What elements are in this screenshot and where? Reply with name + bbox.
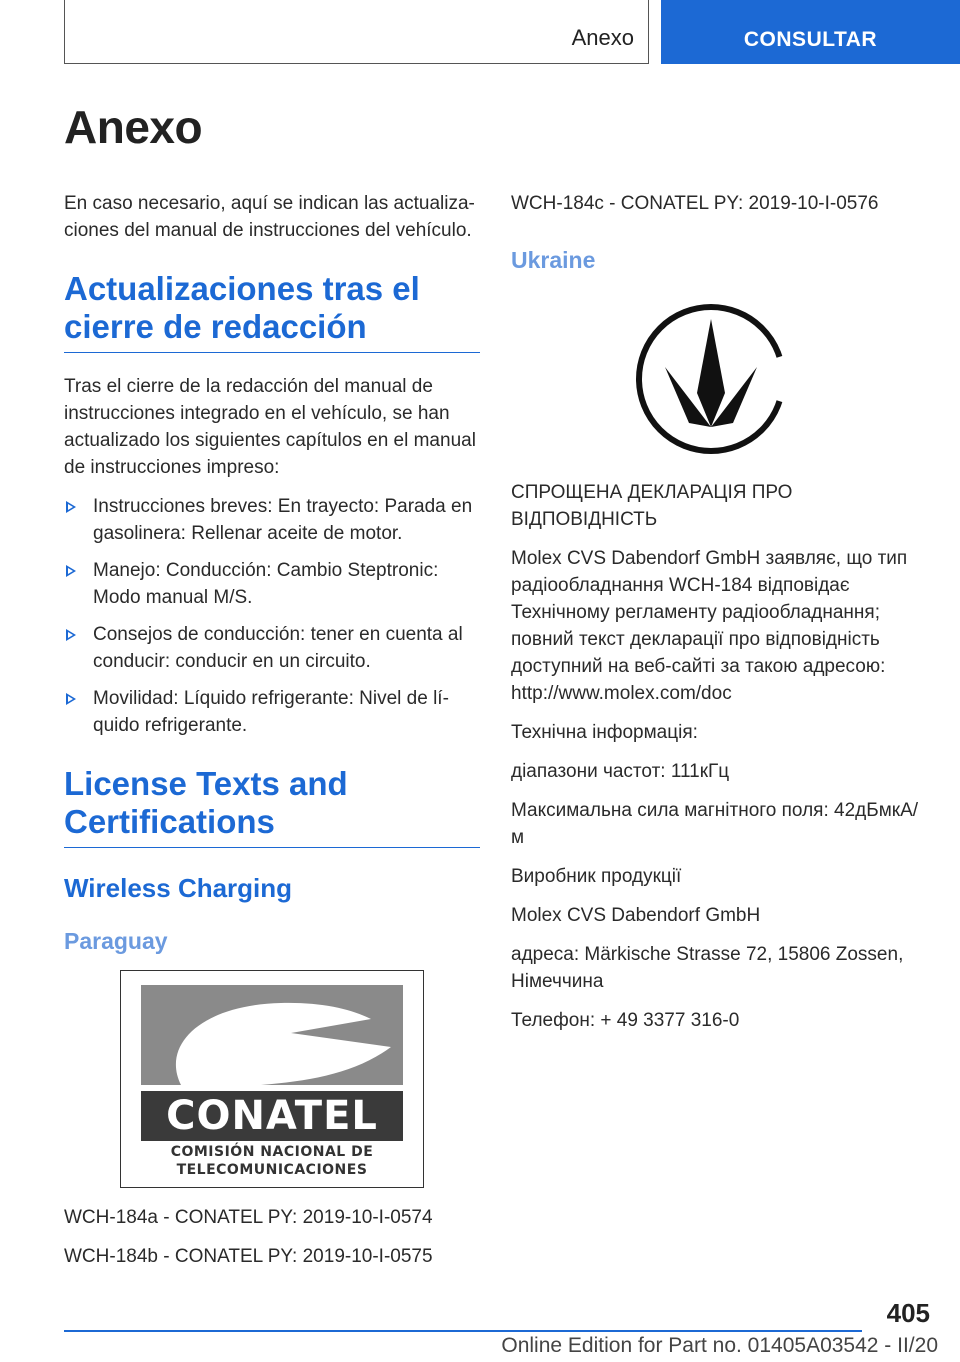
page-number: 405 (886, 1298, 930, 1328)
paraguay-line: WCH-184a - CONATEL PY: 2019-10-I-0574 (64, 1207, 433, 1228)
conatel-subtitle: COMISIÓN NACIONAL DE TELECOMUNICACIONES (170, 1144, 374, 1178)
header-section-label: Anexo (571, 25, 634, 50)
updates-heading: Actualizaciones tras el cierre de redacción (64, 270, 480, 353)
footer-divider (64, 1330, 862, 1332)
list-item: Movilidad: Líquido refrigerante: Nivel de lí-quido refrigerante. (64, 685, 480, 739)
paraguay-line: WCH-184b - CONATEL PY: 2019-10-I-0575 (64, 1246, 433, 1267)
ukraine-line: СПРОЩЕНА ДЕКЛАРАЦІЯ ПРО ВІДПОВІДНІСТЬ (511, 482, 793, 530)
updates-list (64, 493, 480, 739)
consultar-tab[interactable] (661, 0, 960, 64)
page-title: Anexo (64, 101, 203, 153)
conatel-emblem (141, 985, 403, 1085)
ukraine-heading: Ukraine (511, 247, 596, 273)
right-column (511, 190, 931, 1046)
ukraine-line: Виробник продукції (511, 866, 682, 887)
license-heading: License Texts and Certifications (64, 765, 480, 848)
wireless-charging-heading: Wireless Charging (64, 873, 293, 903)
left-column (64, 190, 480, 1282)
ukraine-line: Технічна інформація: (511, 722, 698, 743)
triangle-bullet-icon (66, 565, 77, 577)
ukraine-line: Максимальна сила магнітного поля: 42дБмкА/м (511, 800, 919, 848)
ukraine-line: Molex CVS Dabendorf GmbH (511, 905, 761, 926)
conatel-logo (120, 970, 424, 1188)
paraguay-line: WCH-184c - CONATEL PY: 2019-10-I-0576 (511, 193, 879, 214)
conatel-wordmark: CONATEL (141, 1091, 403, 1141)
edition-note: Online Edition for Part no. 01405A03542 - II/20 (501, 1334, 938, 1357)
list-item: Consejos de conducción: tener en cuenta al conducir: conducir en un circuito. (64, 621, 480, 675)
intro-text: En caso necesario, aquí se indican las actualiza-ciones del manual de instrucciones del vehículo. (64, 193, 475, 241)
ukraine-line: Molex CVS Dabendorf GmbH заявляє, що тип радіообладнання WCH-184 відповідає Технічному регламенту радіообладнання; повний текст декларації про відповідність доступний на веб-сайті за такою адресою: http://www.molex.com/doc (511, 548, 908, 704)
list-item: Instrucciones breves: En trayecto: Parada en gasolinera: Rellenar aceite de motor. (64, 493, 480, 547)
ukraine-line: адреса: Märkische Strasse 72, 15806 Zossen, Німеччина (511, 944, 904, 992)
paraguay-heading: Paraguay (64, 928, 168, 954)
list-item: Manejo: Conducción: Cambio Steptronic: Modo manual M/S. (64, 557, 480, 611)
ukraine-conformity-mark-icon (629, 297, 793, 461)
triangle-bullet-icon (66, 693, 77, 705)
ukraine-line: Телефон: + 49 3377 316-0 (511, 1010, 740, 1031)
consultar-tab-label: CONSULTAR (743, 28, 878, 51)
triangle-bullet-icon (66, 629, 77, 641)
triangle-bullet-icon (66, 501, 77, 513)
ukraine-line: діапазони частот: 111кГц (511, 761, 730, 782)
updates-text: Tras el cierre de la redacción del manual de instrucciones integrado en el vehículo, se han actualizado los siguientes capítulos en el manual de instrucciones impreso: (64, 376, 476, 478)
header-section (64, 0, 649, 64)
